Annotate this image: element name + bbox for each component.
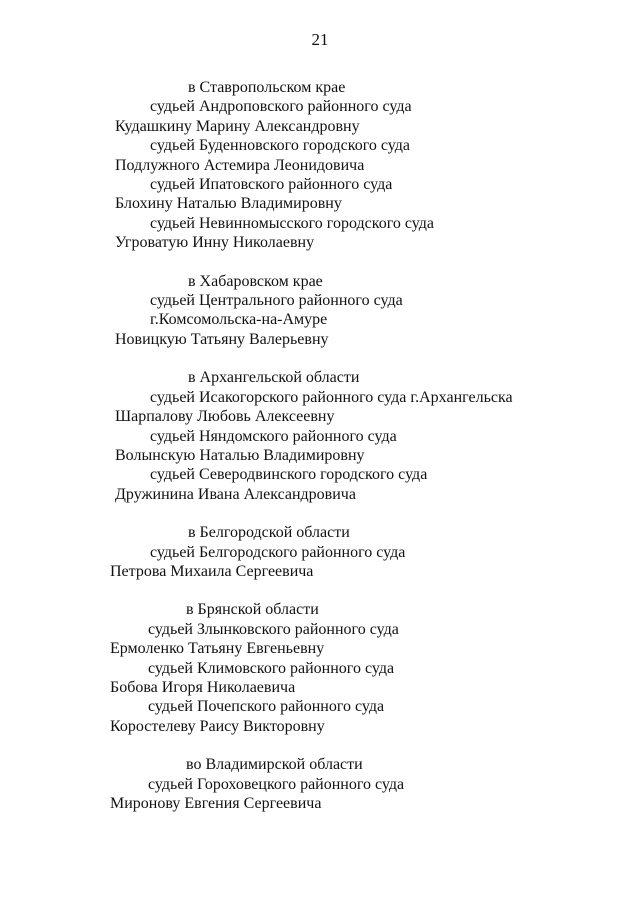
region-section-arkhangelsk [0,368,640,504]
judge-name: Новицкую Татьяну Валерьевну [115,330,329,348]
judge-name: Коростелеву Раису Викторовну [110,717,325,735]
court-line: судьей Почепского районного суда [148,698,385,716]
region-heading: в Белгородской области [188,524,350,542]
court-line: судьей Няндомского районного суда [150,427,397,445]
judge-name: Ермоленко Татьяну Евгеньевну [110,640,325,658]
region-section-khabarovsk [0,272,640,350]
judge-name: Подлужного Астемира Леонидовича [115,156,365,174]
region-section-belgorod [0,523,640,581]
court-line: судьей Невинномысского городского суда [150,214,434,232]
judge-name: Шарпалову Любовь Алексеевну [115,408,335,426]
judge-name: Волынскую Наталью Владимировну [115,446,365,464]
court-line: судьей Ипатовского районного суда [150,176,393,194]
region-section-vladimir [0,755,640,813]
judge-name: Петрова Михаила Сергеевича [110,562,314,580]
region-section-stavropol [0,78,640,253]
region-heading: в Архангельской области [188,369,360,387]
judge-name: Бобова Игоря Николаевича [110,678,296,696]
court-line: судьей Белгородского районного суда [150,543,406,561]
judge-name: Дружинина Ивана Александровича [115,485,356,503]
region-section-bryansk [0,600,640,736]
judge-name: Угроватую Инну Николаевну [115,234,315,252]
court-line: судьей Центрального районного суда [150,292,403,310]
judge-name: Блохину Наталью Владимировну [115,195,342,213]
court-line-continuation: г.Комсомольска-на-Амуре [150,311,328,329]
court-line: судьей Буденновского городского суда [150,137,411,155]
appointments-list [0,78,640,832]
court-line: судьей Северодвинского городского суда [150,466,428,484]
court-line: судьей Исакогорского районного суда г.Архангельска [150,388,513,406]
court-line: судьей Климовского районного суда [148,659,395,677]
court-line: судьей Гороховецкого районного суда [148,775,405,793]
region-heading: в Ставропольском крае [188,79,346,96]
page-number: 21 [311,30,329,49]
judge-name: Миронову Евгения Сергеевича [110,795,322,812]
region-heading: во Владимирской области [186,756,363,774]
judge-name: Кудашкину Марину Александровну [115,117,360,135]
region-heading: в Хабаровском крае [188,272,323,290]
court-line: судьей Злынковского районного суда [148,620,399,638]
court-line: судьей Андроповского районного суда [150,98,412,116]
region-heading: в Брянской области [186,601,319,619]
